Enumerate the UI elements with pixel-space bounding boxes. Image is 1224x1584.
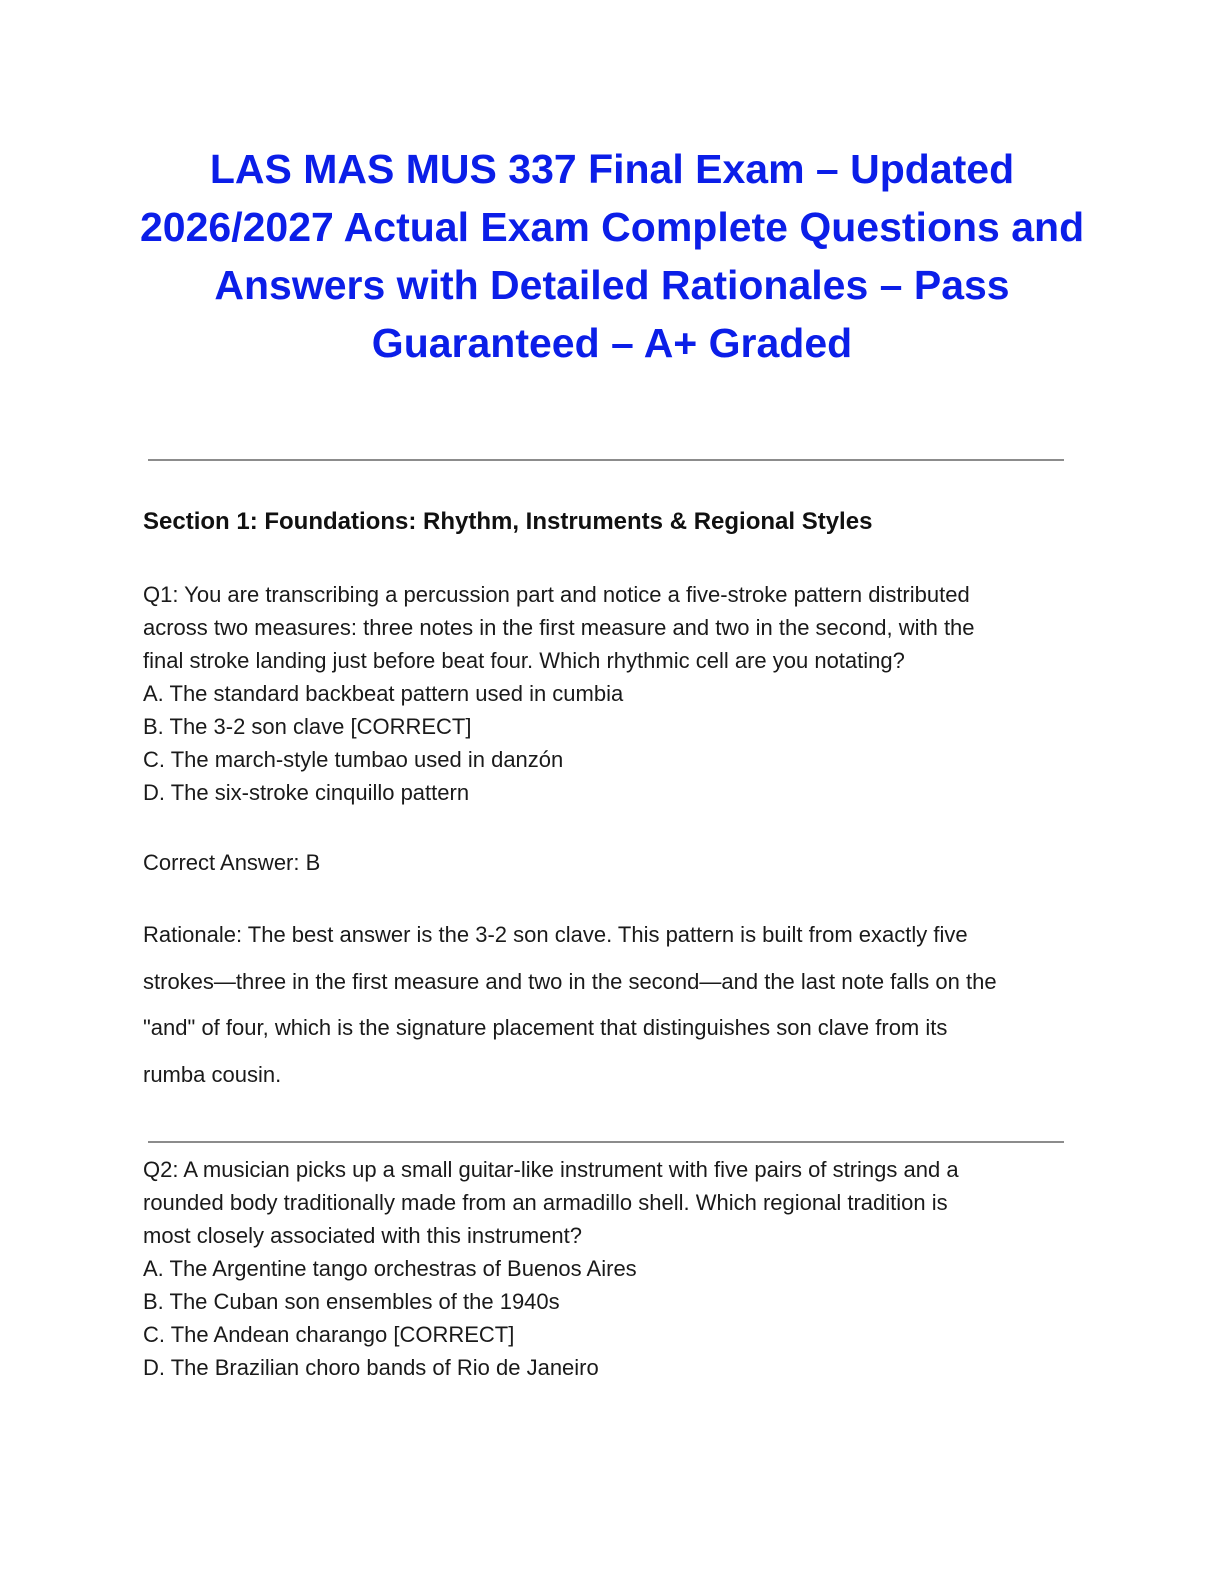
question-text-line: Q1: You are transcribing a percussion part and notice a five-stroke pattern distributed <box>143 582 970 607</box>
title-line: 2026/2027 Actual Exam Complete Questions and <box>140 204 1085 250</box>
option-b: B. The Cuban son ensembles of the 1940s <box>143 1289 560 1314</box>
horizontal-divider <box>148 459 1064 461</box>
section-heading: Section 1: Foundations: Rhythm, Instruments & Regional Styles <box>143 508 873 535</box>
option-a: A. The standard backbeat pattern used in cumbia <box>143 681 624 706</box>
option-b: B. The 3-2 son clave [CORRECT] <box>143 714 472 739</box>
question-2 <box>143 1153 1083 1384</box>
rationale-line: rumba cousin. <box>143 1061 282 1087</box>
document-title <box>140 140 1084 372</box>
title-line: LAS MAS MUS 337 Final Exam – Updated <box>209 146 1015 192</box>
horizontal-divider <box>148 1141 1064 1143</box>
title-line: Guaranteed – A+ Graded <box>371 320 853 366</box>
question-1 <box>143 578 1083 809</box>
rationale <box>143 912 1083 1098</box>
question-text-line: final stroke landing just before beat four. Which rhythmic cell are you notating? <box>143 648 905 673</box>
option-a: A. The Argentine tango orchestras of Buenos Aires <box>143 1256 637 1281</box>
option-c: C. The march-style tumbao used in danzón <box>143 747 564 772</box>
question-text-line: most closely associated with this instrument? <box>143 1223 582 1248</box>
rationale-line: strokes—three in the first measure and two in the second—and the last note falls on the <box>143 968 997 994</box>
question-text-line: across two measures: three notes in the first measure and two in the second, with the <box>143 615 975 640</box>
question-text-line: rounded body traditionally made from an armadillo shell. Which regional tradition is <box>143 1190 948 1215</box>
option-c: C. The Andean charango [CORRECT] <box>143 1322 515 1347</box>
option-d: D. The Brazilian choro bands of Rio de Janeiro <box>143 1355 599 1380</box>
title-line: Answers with Detailed Rationales – Pass <box>214 262 1010 308</box>
correct-answer: Correct Answer: B <box>143 850 321 875</box>
question-text-line: Q2: A musician picks up a small guitar-like instrument with five pairs of strings and a <box>143 1157 959 1182</box>
option-d: D. The six-stroke cinquillo pattern <box>143 780 470 805</box>
rationale-line: "and" of four, which is the signature placement that distinguishes son clave from its <box>143 1015 948 1040</box>
rationale-line: Rationale: The best answer is the 3-2 son clave. This pattern is built from exactly five <box>143 922 968 947</box>
